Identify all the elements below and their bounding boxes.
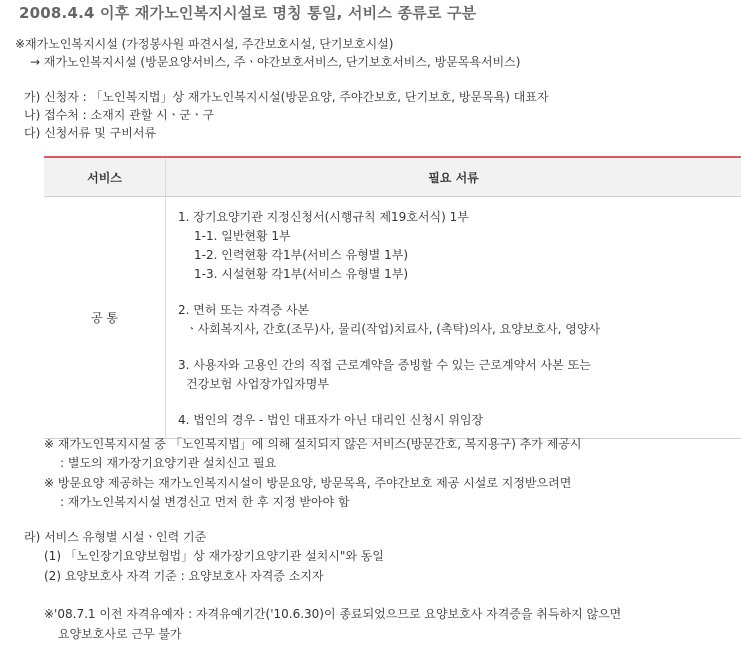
page-title: 2008.4.4 이후 재가노인복지시설로 명칭 통일, 서비스 종류로 구분: [19, 4, 477, 22]
document-1-sub-2: 1-2. 인력현황 각1부(서비스 유형별 1부): [194, 248, 409, 262]
header-documents: 필요 서류: [166, 157, 741, 197]
document-item-3: [178, 356, 741, 394]
section-ra-title: 라) 서비스 유형별 시설ㆍ인력 기준: [24, 530, 207, 544]
section-ra-note: ※'08.7.1 이전 자격유예자 : 자격유예기간('10.6.30)이 종료되었으므로 요양보호사 자격증을 취득하지 않으면: [44, 607, 622, 621]
document-3-title: 3. 사용자와 고용인 간의 직접 근로계약을 증빙할 수 있는 근로계약서 사본 또는: [178, 358, 591, 372]
note-1: ※ 재가노인복지시설 중 「노인복지법」에 의해 설치되지 않은 서비스(방문간호, 복지용구) 추가 제공시: [44, 437, 582, 451]
required-documents-table: [44, 156, 741, 439]
document-3-sub: 건강보험 사업장가입자명부: [186, 377, 329, 391]
header-service: 서비스: [44, 157, 166, 197]
intro-line-1: ※재가노인복지시설 (가정봉사원 파견시설, 주간보호시설, 단기보호시설): [15, 37, 394, 51]
section-da: 다) 신청서류 및 구비서류: [24, 126, 157, 140]
document-1-title: 1. 장기요양기관 지정신청서(시행규칙 제19호서식) 1부: [178, 210, 469, 224]
intro-line-2: → 재가노인복지시설 (방문요양서비스, 주ㆍ야간보호서비스, 단기보호서비스, 방문목욕서비스): [30, 55, 521, 69]
document-2-title: 2. 면허 또는 자격증 사본: [178, 303, 310, 317]
document-4-title: 4. 법인의 경우 - 법인 대표자가 아닌 대리인 신청시 위임장: [178, 413, 484, 427]
section-na: 나) 접수처 : 소재지 관할 시ㆍ군ㆍ구: [24, 108, 215, 122]
section-ra-item-1: (1) 「노인장기요양보험법」상 재가장기요양기관 설치시"와 동일: [44, 549, 384, 563]
table-row: [44, 197, 741, 439]
table-header-row: [44, 157, 741, 197]
document-item-2: [178, 301, 741, 339]
document-2-sub: ㆍ사회복지사, 간호(조무)사, 물리(작업)치료사, (촉탁)의사, 요양보호사, 영양사: [186, 322, 600, 336]
document-1-sub-1: 1-1. 일반현황 1부: [194, 229, 291, 243]
section-ra-note-detail: 요양보호사로 근무 불가: [58, 627, 182, 641]
document-1-sub-3: 1-3. 시설현황 각1부(서비스 유형별 1부): [194, 267, 409, 281]
note-2: ※ 방문요양 제공하는 재가노인복지시설이 방문요양, 방문목욕, 주야간보호 제공 시설로 지정받으려면: [44, 476, 572, 490]
service-cell: 공 통: [44, 197, 166, 439]
documents-cell: [166, 197, 741, 439]
note-2-detail: : 재가노인복지시설 변경신고 먼저 한 후 지정 받아야 함: [60, 495, 350, 509]
document-item-4: [178, 411, 741, 430]
section-ga: 가) 신청자 : 「노인복지법」상 재가노인복지시설(방문요양, 주야간보호, 단기보호, 방문목욕) 대표자: [24, 90, 549, 104]
section-ra-item-2: (2) 요양보호사 자격 기준 : 요양보호사 자격증 소지자: [44, 569, 324, 583]
note-1-detail: : 별도의 재가장기요양기관 설치신고 필요: [60, 456, 277, 470]
document-item-1: [178, 208, 741, 284]
